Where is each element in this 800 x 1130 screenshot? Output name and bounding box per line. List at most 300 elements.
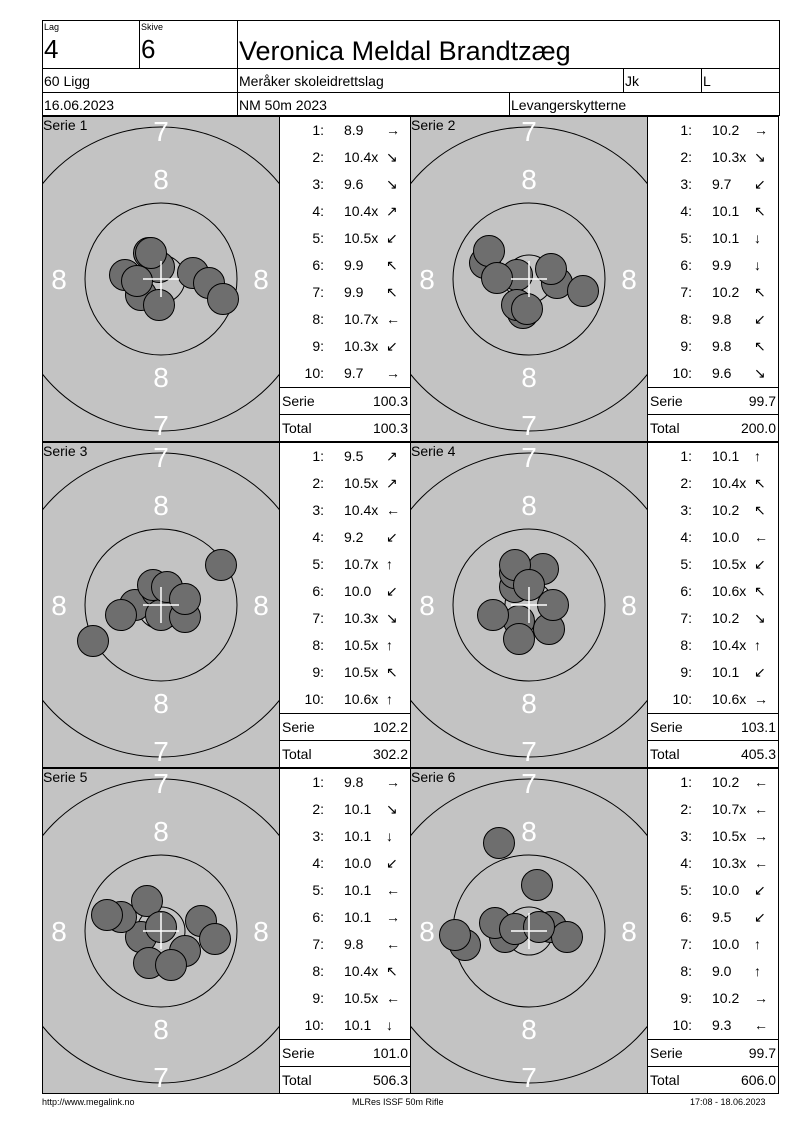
- shot-number: 2:: [312, 475, 324, 491]
- shot-row: [280, 659, 410, 686]
- shot-row: [280, 117, 410, 144]
- shot-number: 4:: [312, 203, 324, 219]
- shot-row: [648, 252, 778, 279]
- shot-row: [280, 985, 410, 1012]
- shot-value: 10.1: [344, 882, 372, 898]
- shot-row: [280, 605, 410, 632]
- series-panel: [410, 442, 779, 768]
- total-label: Total: [650, 746, 680, 762]
- shot-value: 10.1: [344, 1017, 372, 1033]
- serie-sum-value: 100.3: [372, 393, 408, 409]
- total-row: [280, 740, 410, 767]
- shot-value: 9.9: [712, 257, 732, 273]
- event-name: NM 50m 2023: [239, 97, 327, 113]
- shot-number: 8:: [680, 963, 692, 979]
- ring-label-8: 8: [521, 816, 537, 847]
- ring-label-8: 8: [521, 688, 537, 719]
- shot-value: 8.9: [344, 122, 364, 138]
- shot-row: [648, 470, 778, 497]
- direction-arrow-icon: →: [386, 122, 400, 138]
- lag-label: Lag: [44, 22, 60, 32]
- series-panel: [42, 116, 411, 442]
- serie-sum-value: 99.7: [748, 1045, 776, 1061]
- shot-row: [648, 823, 778, 850]
- shot-value: 9.8: [344, 936, 364, 952]
- shot-row: [648, 333, 778, 360]
- shot-row: [648, 985, 778, 1012]
- target-rings: [43, 769, 279, 1093]
- shot-value: 10.4x: [712, 637, 747, 653]
- shot-value: 10.0: [712, 529, 740, 545]
- shot-row: [648, 198, 778, 225]
- total-value: 405.3: [740, 746, 776, 762]
- shot-hole: [522, 870, 553, 901]
- ring-label-7: 7: [153, 736, 169, 767]
- shot-value: 9.6: [712, 365, 732, 381]
- divider: [509, 92, 510, 116]
- serie-sum-row: [280, 1039, 410, 1066]
- shot-number: 5:: [680, 882, 692, 898]
- category-2: L: [703, 73, 711, 89]
- shot-number: 8:: [680, 311, 692, 327]
- shot-hole: [536, 254, 567, 285]
- ring-label-8: 8: [153, 362, 169, 393]
- shot-row: [648, 931, 778, 958]
- shot-number: 4:: [680, 855, 692, 871]
- shot-number: 2:: [680, 149, 692, 165]
- shot-value: 10.1: [712, 448, 740, 464]
- shot-hole: [208, 284, 239, 315]
- shot-hole: [482, 263, 513, 294]
- shot-list: [647, 443, 779, 767]
- shot-value: 10.0: [344, 855, 372, 871]
- serie-sum-label: Serie: [282, 719, 315, 735]
- ring-label-7: 7: [521, 410, 537, 441]
- ring-label-7: 7: [153, 443, 169, 473]
- shot-hole: [206, 550, 237, 581]
- shot-number: 9:: [312, 338, 324, 354]
- direction-arrow-icon: ↙: [754, 556, 766, 572]
- target-image: [43, 443, 279, 767]
- shot-row: [648, 850, 778, 877]
- shot-value: 10.1: [712, 230, 740, 246]
- shot-number: 6:: [680, 909, 692, 925]
- shot-number: 8:: [312, 637, 324, 653]
- direction-arrow-icon: ↖: [754, 203, 766, 219]
- shot-value: 9.0: [712, 963, 732, 979]
- direction-arrow-icon: →: [386, 774, 400, 790]
- shot-hole: [92, 900, 123, 931]
- serie-sum-value: 102.2: [372, 719, 408, 735]
- shot-value: 10.6x: [344, 691, 379, 707]
- shot-row: [280, 306, 410, 333]
- direction-arrow-icon: ←: [754, 774, 768, 790]
- total-label: Total: [650, 420, 680, 436]
- divider: [237, 21, 238, 115]
- shot-value: 9.6: [344, 176, 364, 192]
- serie-title: Serie 1: [43, 117, 88, 133]
- shot-hole: [524, 912, 555, 943]
- shot-number: 4:: [680, 529, 692, 545]
- direction-arrow-icon: ↘: [386, 801, 398, 817]
- shot-value: 9.9: [344, 284, 364, 300]
- shot-list: [647, 769, 779, 1093]
- target-rings: [411, 443, 647, 767]
- direction-arrow-icon: ←: [754, 855, 768, 871]
- shot-row: [280, 632, 410, 659]
- total-value: 302.2: [372, 746, 408, 762]
- direction-arrow-icon: ↓: [754, 257, 761, 273]
- direction-arrow-icon: ↘: [386, 149, 398, 165]
- series-panel: [410, 116, 779, 442]
- shot-value: 10.5x: [712, 556, 747, 572]
- target-image: [411, 117, 647, 441]
- shot-row: [280, 252, 410, 279]
- total-row: [648, 1066, 778, 1093]
- direction-arrow-icon: ←: [386, 990, 400, 1006]
- shot-value: 9.7: [712, 176, 732, 192]
- shot-row: [280, 877, 410, 904]
- direction-arrow-icon: ←: [386, 882, 400, 898]
- shot-number: 10:: [672, 691, 692, 707]
- serie-sum-row: [280, 387, 410, 414]
- ring-label-7: 7: [153, 769, 169, 799]
- direction-arrow-icon: ←: [386, 502, 400, 518]
- total-label: Total: [282, 1072, 312, 1088]
- serie-sum-value: 99.7: [748, 393, 776, 409]
- ring-label-7: 7: [521, 736, 537, 767]
- shot-hole: [440, 920, 471, 951]
- target-image: [43, 117, 279, 441]
- total-value: 506.3: [372, 1072, 408, 1088]
- serie-sum-label: Serie: [650, 719, 683, 735]
- shot-value: 10.5x: [344, 475, 379, 491]
- shot-number: 1:: [312, 448, 324, 464]
- ring-label-8: 8: [153, 164, 169, 195]
- shot-value: 9.9: [344, 257, 364, 273]
- shot-number: 10:: [672, 365, 692, 381]
- direction-arrow-icon: ↓: [754, 230, 761, 246]
- total-row: [280, 1066, 410, 1093]
- shot-number: 4:: [680, 203, 692, 219]
- direction-arrow-icon: ↑: [754, 637, 761, 653]
- direction-arrow-icon: →: [386, 909, 400, 925]
- serie-title: Serie 4: [411, 443, 456, 459]
- ring-label-8: 8: [253, 264, 269, 295]
- shot-hole: [106, 600, 137, 631]
- total-label: Total: [282, 746, 312, 762]
- shot-row: [280, 443, 410, 470]
- shot-number: 1:: [680, 122, 692, 138]
- direction-arrow-icon: →: [386, 365, 400, 381]
- serie-sum-row: [648, 713, 778, 740]
- direction-arrow-icon: ↙: [386, 230, 398, 246]
- shot-row: [280, 144, 410, 171]
- shot-value: 10.7x: [344, 311, 379, 327]
- shot-row: [280, 497, 410, 524]
- direction-arrow-icon: ↘: [386, 610, 398, 626]
- ring-label-7: 7: [153, 117, 169, 147]
- footer-url[interactable]: http://www.megalink.no: [42, 1097, 135, 1107]
- ring-label-8: 8: [153, 816, 169, 847]
- shot-hole: [200, 924, 231, 955]
- ring-label-8: 8: [521, 490, 537, 521]
- serie-sum-row: [280, 713, 410, 740]
- direction-arrow-icon: ↘: [754, 610, 766, 626]
- shot-hole: [484, 828, 515, 859]
- shot-number: 5:: [312, 556, 324, 572]
- shooter-name: Veronica Meldal Brandtzæg: [239, 36, 571, 66]
- shot-number: 10:: [304, 1017, 324, 1033]
- shot-number: 2:: [312, 149, 324, 165]
- shot-value: 9.7: [344, 365, 364, 381]
- shot-value: 10.3x: [712, 855, 747, 871]
- shot-number: 7:: [680, 610, 692, 626]
- direction-arrow-icon: ↑: [386, 637, 393, 653]
- shot-number: 3:: [312, 828, 324, 844]
- ring-label-8: 8: [153, 490, 169, 521]
- shot-value: 10.2: [712, 774, 740, 790]
- shot-number: 10:: [304, 365, 324, 381]
- serie-title: Serie 3: [43, 443, 88, 459]
- shot-number: 9:: [680, 990, 692, 1006]
- shot-row: [280, 470, 410, 497]
- organizer: Levangerskytterne: [511, 97, 627, 113]
- serie-title: Serie 6: [411, 769, 456, 785]
- shot-number: 9:: [312, 990, 324, 1006]
- direction-arrow-icon: ↘: [754, 149, 766, 165]
- ring-label-8: 8: [521, 164, 537, 195]
- category-1: Jk: [625, 73, 639, 89]
- direction-arrow-icon: ↗: [386, 448, 398, 464]
- shot-hole: [144, 290, 175, 321]
- shot-hole: [78, 626, 109, 657]
- direction-arrow-icon: →: [754, 990, 768, 1006]
- shot-row: [648, 659, 778, 686]
- shot-value: 9.8: [712, 338, 732, 354]
- total-row: [648, 740, 778, 767]
- shot-number: 1:: [312, 774, 324, 790]
- direction-arrow-icon: ↑: [754, 963, 761, 979]
- header-box: [42, 20, 780, 116]
- ring-label-7: 7: [521, 1062, 537, 1093]
- shot-number: 3:: [312, 176, 324, 192]
- direction-arrow-icon: ↙: [754, 882, 766, 898]
- shot-number: 5:: [680, 556, 692, 572]
- direction-arrow-icon: ↑: [386, 691, 393, 707]
- ring-label-8: 8: [621, 264, 637, 295]
- shot-number: 3:: [312, 502, 324, 518]
- shot-value: 10.5x: [344, 637, 379, 653]
- shot-number: 10:: [304, 691, 324, 707]
- shot-row: [648, 225, 778, 252]
- direction-arrow-icon: ↘: [754, 365, 766, 381]
- shot-value: 9.2: [344, 529, 364, 545]
- shot-row: [280, 823, 410, 850]
- shot-value: 10.5x: [344, 990, 379, 1006]
- direction-arrow-icon: →: [754, 691, 768, 707]
- shot-hole: [156, 950, 187, 981]
- shot-row: [280, 198, 410, 225]
- ring-label-8: 8: [51, 264, 67, 295]
- direction-arrow-icon: ↙: [754, 664, 766, 680]
- shot-value: 10.2: [712, 284, 740, 300]
- shot-hole: [170, 584, 201, 615]
- shot-row: [280, 1012, 410, 1039]
- ring-label-8: 8: [253, 916, 269, 947]
- serie-sum-label: Serie: [282, 393, 315, 409]
- shot-row: [280, 333, 410, 360]
- shot-value: 10.5x: [712, 828, 747, 844]
- direction-arrow-icon: ←: [754, 801, 768, 817]
- shot-row: [648, 497, 778, 524]
- serie-sum-value: 101.0: [372, 1045, 408, 1061]
- shot-value: 10.3x: [344, 338, 379, 354]
- footer-timestamp: 17:08 - 18.06.2023: [690, 1097, 766, 1107]
- serie-title: Serie 5: [43, 769, 88, 785]
- divider: [701, 68, 702, 92]
- direction-arrow-icon: ↖: [754, 284, 766, 300]
- shot-number: 6:: [680, 583, 692, 599]
- shot-row: [280, 171, 410, 198]
- serie-title: Serie 2: [411, 117, 456, 133]
- total-value: 606.0: [740, 1072, 776, 1088]
- shot-number: 6:: [680, 257, 692, 273]
- shot-number: 5:: [680, 230, 692, 246]
- shot-value: 10.4x: [344, 963, 379, 979]
- shot-value: 10.1: [344, 909, 372, 925]
- shot-hole: [512, 294, 543, 325]
- shot-value: 10.4x: [344, 502, 379, 518]
- shot-number: 2:: [312, 801, 324, 817]
- divider: [623, 68, 624, 92]
- direction-arrow-icon: ↓: [386, 1017, 393, 1033]
- direction-arrow-icon: ↙: [386, 338, 398, 354]
- direction-arrow-icon: ←: [754, 1017, 768, 1033]
- shot-number: 7:: [680, 936, 692, 952]
- ring-label-8: 8: [419, 916, 435, 947]
- direction-arrow-icon: ↗: [386, 475, 398, 491]
- shot-value: 10.0: [712, 882, 740, 898]
- series-panel: [410, 768, 779, 1094]
- direction-arrow-icon: ↖: [754, 338, 766, 354]
- shot-row: [648, 769, 778, 796]
- direction-arrow-icon: ←: [754, 529, 768, 545]
- total-value: 100.3: [372, 420, 408, 436]
- shot-row: [280, 958, 410, 985]
- shot-row: [648, 524, 778, 551]
- shot-value: 10.4x: [344, 203, 379, 219]
- skive-value: 6: [141, 34, 156, 64]
- shot-row: [280, 796, 410, 823]
- shot-row: [648, 605, 778, 632]
- total-value: 200.0: [740, 420, 776, 436]
- shot-row: [648, 171, 778, 198]
- shot-value: 10.2: [712, 610, 740, 626]
- shot-list: [279, 117, 411, 441]
- target-rings: [411, 117, 647, 441]
- direction-arrow-icon: ↙: [386, 529, 398, 545]
- shot-number: 10:: [672, 1017, 692, 1033]
- shot-value: 9.3: [712, 1017, 732, 1033]
- shot-number: 4:: [312, 855, 324, 871]
- divider: [139, 21, 140, 68]
- shot-row: [280, 769, 410, 796]
- divider: [43, 68, 779, 69]
- shot-value: 9.5: [712, 909, 732, 925]
- series-panel: [42, 442, 411, 768]
- shot-row: [280, 850, 410, 877]
- shot-value: 10.7x: [344, 556, 379, 572]
- shot-value: 10.2: [712, 502, 740, 518]
- target-image: [411, 769, 647, 1093]
- total-row: [648, 414, 778, 441]
- footer-software: MLRes ISSF 50m Rifle: [352, 1097, 444, 1107]
- shot-row: [648, 877, 778, 904]
- direction-arrow-icon: ↖: [386, 257, 398, 273]
- shot-row: [648, 279, 778, 306]
- total-label: Total: [650, 1072, 680, 1088]
- target-image: [411, 443, 647, 767]
- shot-row: [280, 360, 410, 387]
- direction-arrow-icon: ↗: [386, 203, 398, 219]
- ring-label-8: 8: [419, 590, 435, 621]
- shot-value: 10.7x: [712, 801, 747, 817]
- serie-sum-row: [648, 1039, 778, 1066]
- shot-value: 10.1: [344, 801, 372, 817]
- ring-label-7: 7: [153, 1062, 169, 1093]
- direction-arrow-icon: ↑: [386, 556, 393, 572]
- direction-arrow-icon: ↖: [754, 502, 766, 518]
- shot-row: [280, 551, 410, 578]
- shot-number: 6:: [312, 583, 324, 599]
- shot-row: [648, 1012, 778, 1039]
- direction-arrow-icon: ↖: [386, 963, 398, 979]
- ring-label-8: 8: [51, 590, 67, 621]
- ring-label-8: 8: [521, 362, 537, 393]
- direction-arrow-icon: ↑: [754, 448, 761, 464]
- lag-value: 4: [44, 34, 59, 64]
- ring-label-8: 8: [521, 1014, 537, 1045]
- shot-list: [279, 443, 411, 767]
- shot-hole: [504, 624, 535, 655]
- shot-number: 1:: [312, 122, 324, 138]
- series-panel: [42, 768, 411, 1094]
- shot-row: [648, 632, 778, 659]
- shot-row: [280, 524, 410, 551]
- ring-label-8: 8: [253, 590, 269, 621]
- shot-value: 10.4x: [712, 475, 747, 491]
- direction-arrow-icon: →: [754, 122, 768, 138]
- shot-value: 9.8: [344, 774, 364, 790]
- ring-label-7: 7: [521, 443, 537, 473]
- shot-value: 10.4x: [344, 149, 379, 165]
- serie-sum-label: Serie: [650, 393, 683, 409]
- shot-row: [648, 958, 778, 985]
- direction-arrow-icon: ←: [386, 311, 400, 327]
- target-rings: [43, 443, 279, 767]
- shot-hole: [122, 266, 153, 297]
- shot-number: 1:: [680, 448, 692, 464]
- shot-row: [648, 144, 778, 171]
- date: 16.06.2023: [44, 97, 115, 113]
- shot-number: 7:: [312, 610, 324, 626]
- shot-row: [648, 796, 778, 823]
- ring-label-8: 8: [153, 688, 169, 719]
- shot-hole: [552, 922, 583, 953]
- direction-arrow-icon: ↙: [754, 909, 766, 925]
- shot-row: [280, 904, 410, 931]
